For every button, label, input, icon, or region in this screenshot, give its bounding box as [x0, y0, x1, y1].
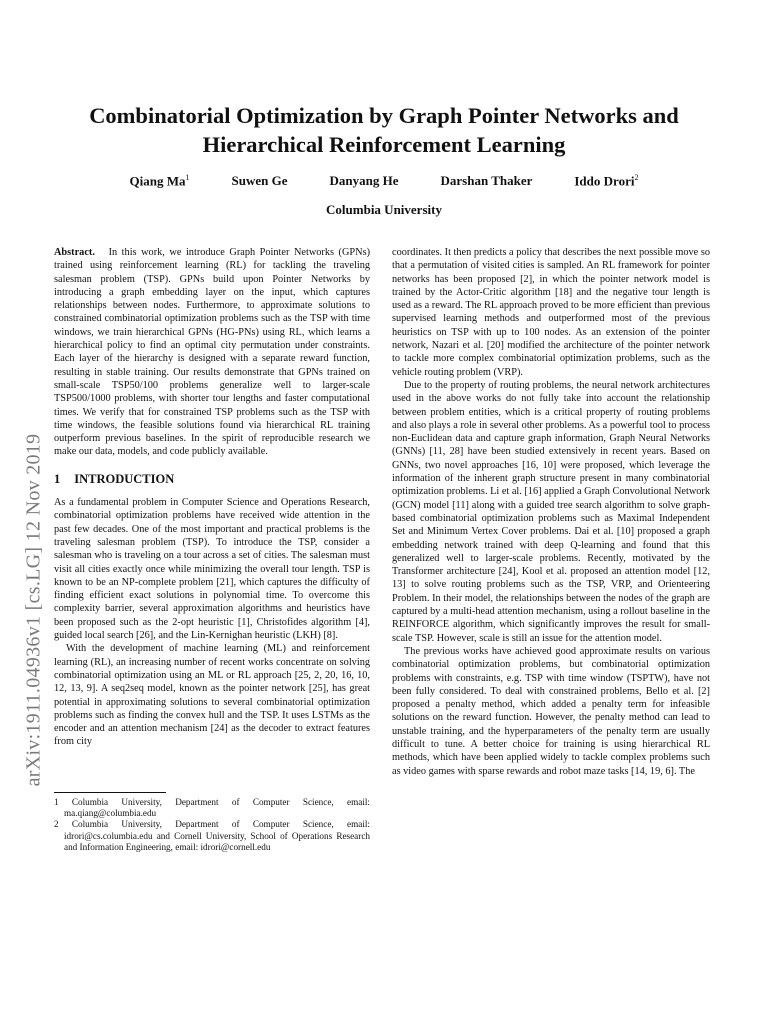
abstract [54, 246, 370, 459]
affiliation: Columbia University [326, 202, 442, 217]
footnote-1: 1 Columbia University, Department of Computer Science, email: ma.qiang@columbia.edu [54, 797, 370, 819]
author-5: Iddo Drori$^2$ [574, 173, 639, 189]
right-paragraph-1: coordinates. It then predicts a policy that describes the next possible move so that a permutation of visited cities is sampled. An RL framework for pointer networks has been proposed [2], in which the pointer network model is trained by the Actor-Critic algorithm [18] and the negative tour length is used as a reward. The RL approach proved to be more efficient than previous supervised learning methods and outperformed most of the previous heuristics on TSP with up to 100 nodes. As an extension of the pointer network, Nazari et al. [20] modified the architecture of the pointer network to tackle more complex combinatorial optimization problems, such as the vehicle routing problem (VRP). [392, 247, 710, 378]
author-2: Suwen Ge [231, 173, 288, 188]
section-number: 1 [54, 471, 61, 486]
right-paragraph-3: The previous works have achieved good approximate results on various combinatorial optimization problems, but combinatorial optimization problems with constraints, e.g. TSP with time window (TSPTW), have not been fully considered. To deal with constrained problems, Bello et al. [2] proposed a penalty method, which added a penalty term for infeasible solutions on the reward function. However, the penalty method can lead to unstable training, and the hyperparameters of the penalty term are usually difficult to tune. A better choice for training is using hierarchical RL methods, which have been applied widely to tackle complex problems such as video games with sparse rewards and robot maze tasks [14, 19, 6]. The [392, 645, 710, 777]
paper-title: Combinatorial Optimization by Graph Pointer Networks and Hierarchical Reinforcement Learning [89, 103, 679, 157]
section-title: INTRODUCTION [74, 471, 175, 486]
right-column [392, 246, 710, 778]
footnotes [54, 792, 370, 853]
abstract-text: In this work, we introduce Graph Pointer Networks (GPNs) trained using reinforcement learning (RL) for tackling the traveling salesman problem (TSP). GPNs build upon Pointer Networks by introducing a graph embedding layer on the input, which captures relationships between nodes. Furthermore, to approximate solutions to constrained combinatorial optimization problems such as the TSP with time windows, we train hierarchical GPNs (HG-PNs) using RL, which learns a hierarchical policy to find an optimal city permutation under constraints. Each layer of the hierarchy is designed with a separate reward function, resulting in stable training. Our results demonstrate that GPNs trained on small-scale TSP50/100 problems generalize well to larger-scale TSP500/1000 problems, with shorter tour lengths and faster computational times. We verify that for constrained TSP problems such as the TSP with time windows, the feasible solutions found via hierarchical RL training outperform previous baselines. In the spirit of reproducible research we make our data, models, and code publicly available. [54, 247, 370, 458]
author-3: Danyang He [329, 173, 399, 188]
right-paragraph-2: Due to the property of routing problems, the neural network architectures used in the above works do not fully take into account the relationship between problem entities, which is a critical property of routing problems and also plays a role in several other problems. As a powerful tool to process non-Euclidean data and capture graph information, Graph Neural Networks (GNNs) [11, 28] have been studied extensively in recent years. Based on GNNs, two novel approaches [16, 10] were proposed, which leverage the information of the inherent graph structure present in many combinatorial optimization problems. Li et al. [16] applied a Graph Convolutional Network (GCN) model [11] along with a guided tree search algorithm to solve graph-based combinatorial optimization problems such as Maximal Independent Set and Minimum Vertex Cover problems. Dai et al. [10] proposed a graph embedding network trained with deep Q-learning and found that this generalized well to larger-scale problems. Recently, motivated by the Transformer architecture [24], Kool et al. proposed an attention model [12, 13] to solve routing problems such as the TSP, VRP, and Orienteering Problem. In their model, the relationships between the nodes of the graph are captured by a multi-head attention mechanism, using a rollout baseline in the REINFORCE algorithm, which significantly improves the result for small-scale TSP. However, scale is still an issue for the attention model. [392, 379, 710, 644]
left-column [54, 246, 370, 749]
section-heading-introduction [54, 473, 370, 486]
arxiv-stamp: arXiv:1911.04936v1 [cs.LG] 12 Nov 2019 [22, 433, 45, 787]
abstract-label: Abstract. [54, 247, 95, 258]
author-1: Qiang Ma$^1$ [129, 173, 190, 189]
footnote-rule [54, 792, 166, 793]
author-list [0, 173, 768, 189]
intro-paragraph-1: As a fundamental problem in Computer Science and Operations Research, combinatorial optimization problems have received wide attention in the past few decades. One of the most important and practical problems is the traveling salesman problem (TSP). To introduce the TSP, consider a salesman who is traveling on a tour across a set of cities. The salesman must visit all cities exactly once while minimizing the overall tour length. TSP is known to be an NP-complete problem [21], which captures the difficulty of finding efficient exact solutions in polynomial time. To overcome this complexity barrier, several approximation algorithms and heuristics have been proposed such as the 2-opt heuristic [1], Christofides algorithm [4], guided local search [26], and the Lin-Kernighan heuristic (LKH) [8]. [54, 497, 370, 642]
intro-paragraph-2: With the development of machine learning (ML) and reinforcement learning (RL), an increasing number of recent works concentrate on solving combinatorial optimization using an ML or RL approach [25, 2, 20, 16, 10, 12, 13, 9]. A seq2seq model, known as the pointer network [25], has great potential in approximating solutions to several combinatorial optimization problems such as finding the convex hull and the TSP. It uses LSTMs as the encoder and an attention mechanism [24] as the decoder to extract features from city [54, 643, 370, 748]
author-4: Darshan Thaker [440, 173, 533, 188]
footnote-2: 2 Columbia University, Department of Computer Science, email: idrori@cs.columbia.edu and Cornell University, School of Operations Research and Information Engineering, email: idrori@cornell.edu [54, 819, 370, 852]
